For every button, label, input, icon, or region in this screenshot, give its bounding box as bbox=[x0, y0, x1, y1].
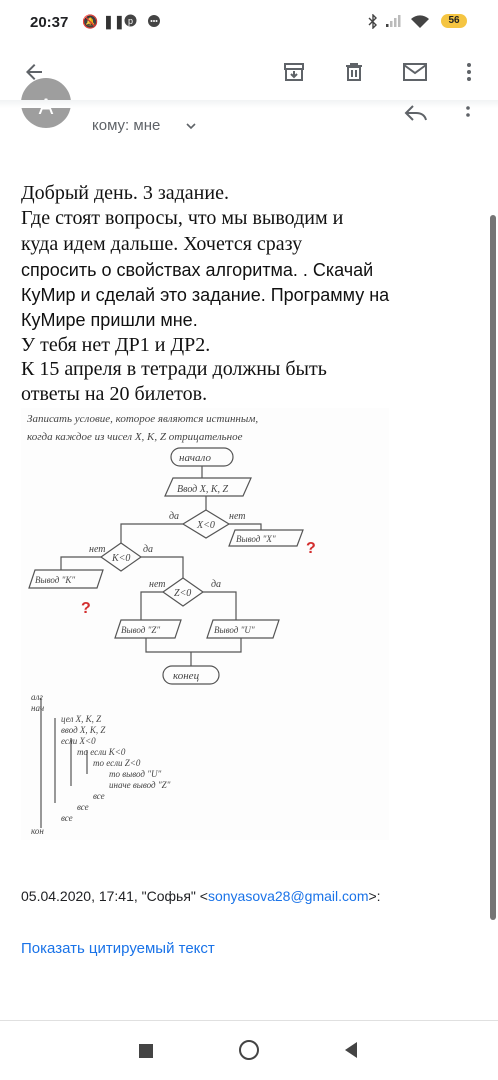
output-k-label: Вывод "K" bbox=[35, 575, 76, 585]
wifi-icon bbox=[410, 14, 430, 32]
more-vert-icon[interactable] bbox=[463, 104, 473, 122]
message-line: Где стоят вопросы, что мы выводим и bbox=[21, 207, 344, 229]
mute-icon: 🔕 bbox=[82, 14, 99, 29]
condition-z-label: Z<0 bbox=[174, 588, 192, 599]
code-line: все bbox=[61, 813, 73, 823]
system-nav-bar bbox=[0, 1021, 498, 1080]
home-button[interactable] bbox=[239, 1040, 259, 1060]
code-listing bbox=[31, 692, 171, 836]
input-label: Ввод X, K, Z bbox=[177, 484, 229, 495]
yes-label: да bbox=[143, 544, 154, 555]
code-line: кон bbox=[31, 826, 44, 836]
quoted-header bbox=[21, 888, 381, 904]
signal-icon bbox=[385, 14, 403, 31]
question-mark: ? bbox=[306, 540, 316, 557]
message-line: К 15 апреля в тетради должны быть bbox=[21, 358, 327, 380]
code-line: то если Z<0 bbox=[93, 758, 141, 768]
message-line: Добрый день. 3 задание. bbox=[21, 182, 229, 204]
pinterest-icon bbox=[124, 14, 137, 30]
more-options-button[interactable] bbox=[455, 58, 483, 86]
archive-icon bbox=[282, 60, 306, 84]
recipient-label[interactable]: кому: мне bbox=[92, 117, 161, 134]
message-line: ответы на 20 билетов. bbox=[21, 383, 208, 405]
output-x-label: Вывод "X" bbox=[236, 534, 276, 544]
chat-icon bbox=[147, 14, 161, 31]
status-bar bbox=[0, 0, 498, 44]
quote-suffix: >: bbox=[368, 888, 381, 904]
delete-icon bbox=[342, 60, 366, 84]
no-label: нет bbox=[149, 579, 166, 590]
quote-email-link[interactable]: sonyasova28@gmail.com bbox=[207, 888, 369, 904]
start-label: начало bbox=[179, 452, 211, 464]
yes-label: да bbox=[169, 511, 180, 522]
question-mark: ? bbox=[81, 600, 91, 617]
flowchart-drawing bbox=[21, 408, 389, 840]
reply-icon[interactable] bbox=[403, 104, 429, 122]
code-line: алг bbox=[31, 692, 43, 702]
clock: 20:37 bbox=[30, 14, 69, 31]
battery-indicator: 56 bbox=[441, 14, 467, 28]
no-label: нет bbox=[229, 511, 246, 522]
condition-x-label: X<0 bbox=[197, 520, 215, 531]
message-line: спросить о свойствах алгоритма. . Скачай bbox=[21, 260, 374, 280]
message-line: КуМире пришли мне. bbox=[21, 310, 198, 330]
code-line: ввод X, K, Z bbox=[61, 725, 106, 735]
no-label: нет bbox=[89, 544, 106, 555]
message-line: куда идем дальше. Хочется сразу bbox=[21, 233, 303, 255]
code-line: то вывод "U" bbox=[109, 769, 162, 779]
condition-k-label: K<0 bbox=[112, 553, 131, 564]
code-line: все bbox=[93, 791, 105, 801]
pause-icon: ❚❚ bbox=[103, 14, 125, 29]
chevron-down-icon[interactable] bbox=[185, 120, 197, 132]
output-z-label: Вывод "Z" bbox=[121, 625, 161, 635]
bluetooth-icon bbox=[368, 14, 378, 32]
more-vert-icon bbox=[457, 60, 481, 84]
code-line: цел X, K, Z bbox=[61, 714, 102, 724]
image-heading: Записать условие, которое являются истинным, bbox=[27, 413, 259, 425]
scrollbar[interactable] bbox=[490, 215, 496, 920]
recents-button[interactable] bbox=[139, 1044, 153, 1058]
mark-unread-icon bbox=[402, 60, 428, 84]
back-nav-icon[interactable] bbox=[343, 1041, 359, 1059]
end-label: конец bbox=[173, 670, 200, 682]
code-line: все bbox=[77, 802, 89, 812]
svg-text:p: p bbox=[128, 16, 134, 26]
message-line: У тебя нет ДР1 и ДР2. bbox=[21, 334, 211, 356]
mark-unread-button[interactable] bbox=[401, 58, 429, 86]
delete-button[interactable] bbox=[340, 58, 368, 86]
code-line: нач bbox=[31, 703, 45, 713]
code-line: если X<0 bbox=[61, 736, 96, 746]
code-line: то если K<0 bbox=[77, 747, 126, 757]
code-line: иначе вывод "Z" bbox=[109, 780, 171, 790]
image-heading: когда каждое из чисел X, K, Z отрицательное bbox=[27, 431, 243, 443]
show-quoted-text-link[interactable]: Показать цитируемый текст bbox=[21, 940, 215, 957]
yes-label: да bbox=[211, 579, 222, 590]
output-u-label: Вывод "U" bbox=[214, 625, 255, 635]
attached-image[interactable] bbox=[21, 408, 389, 840]
message-line: КуМир и сделай это задание. Программу на bbox=[21, 285, 390, 305]
quote-prefix: 05.04.2020, 17:41, "Софья" < bbox=[21, 888, 208, 904]
archive-button[interactable] bbox=[280, 58, 308, 86]
